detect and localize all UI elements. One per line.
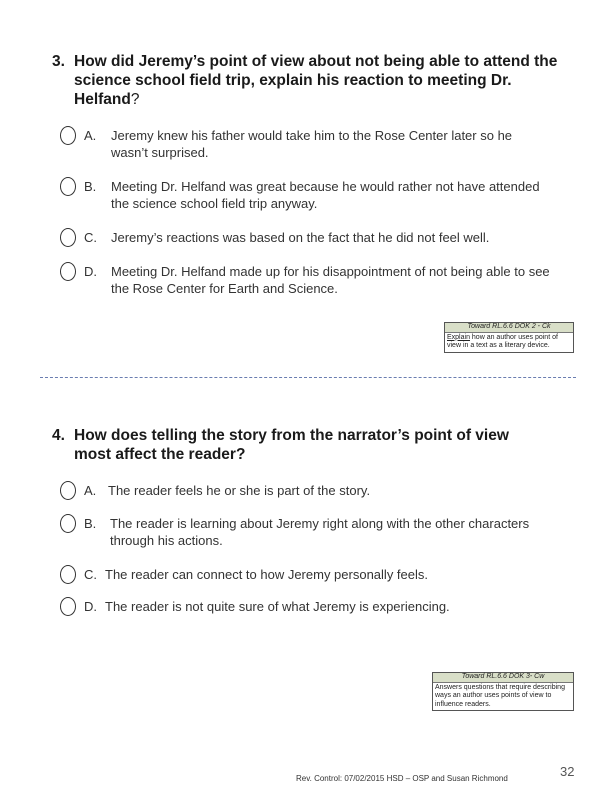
option-letter: B. [84,179,97,194]
option-text: The reader is learning about Jeremy right along with the other characters through his actions. [110,516,530,548]
question-text: How does telling the story from the narrator’s point of view most affect the reader? [74,427,509,463]
question-3 [54,52,574,109]
answer-radio[interactable] [60,514,76,533]
option-text: Jeremy’s reactions was based on the fact that he did not feel well. [111,230,490,245]
standard-header: Toward RL.6.6 DOK 3- Cw [433,673,573,683]
answer-radio[interactable] [60,565,76,584]
question-text [54,52,574,109]
question-number: 3. [52,53,65,70]
option-text: The reader is not quite sure of what Jeremy is experiencing. [105,599,450,614]
option-text: The reader feels he or she is part of the story. [108,483,371,498]
option-letter: A. [84,483,97,498]
option-letter: D. [84,264,97,279]
answer-radio[interactable] [60,126,76,145]
answer-radio[interactable] [60,262,76,281]
option-letter: C. [84,567,97,582]
footer-revision: Rev. Control: 07/02/2015 HSD – OSP and Susan Richmond [296,774,508,783]
question-stem: How did Jeremy’s point of view about not being able to attend the science school field trip, explain his reaction to meeting Dr. Helfand [74,53,558,108]
option-letter: D. [84,599,97,614]
section-divider [40,377,576,378]
standard-box-q4 [432,672,574,711]
standard-box-q3 [444,322,574,353]
option-text: The reader can connect to how Jeremy personally feels. [105,567,429,582]
standard-body [445,333,573,352]
question-mark: ? [130,91,140,108]
option-letter: C. [84,230,97,245]
question-number: 4. [52,427,65,444]
answer-radio[interactable] [60,177,76,196]
standard-body: Answers questions that require describing ways an author uses points of view to influence readers. [435,683,565,708]
option-letter: B. [84,516,97,531]
option-text: Jeremy knew his father would take him to the Rose Center later so he wasn’t surprised. [111,128,513,160]
standard-description: how an author uses point of view in a text as a literary device. [447,333,558,349]
option-text: Meeting Dr. Helfand was great because he would rather not have attended the science school field trip anyway. [111,179,540,211]
standard-keyword: Explain [447,333,470,341]
answer-radio[interactable] [60,597,76,616]
answer-radio[interactable] [60,228,76,247]
question-4 [54,426,574,464]
option-letter: A. [84,128,97,143]
answer-radio[interactable] [60,481,76,500]
standard-header: Toward RL.6.6 DOK 2 - Ck [445,323,573,333]
option-text: Meeting Dr. Helfand made up for his disappointment of not being able to see the Rose Center for Earth and Science. [111,264,550,296]
page-number: 32 [560,764,575,779]
